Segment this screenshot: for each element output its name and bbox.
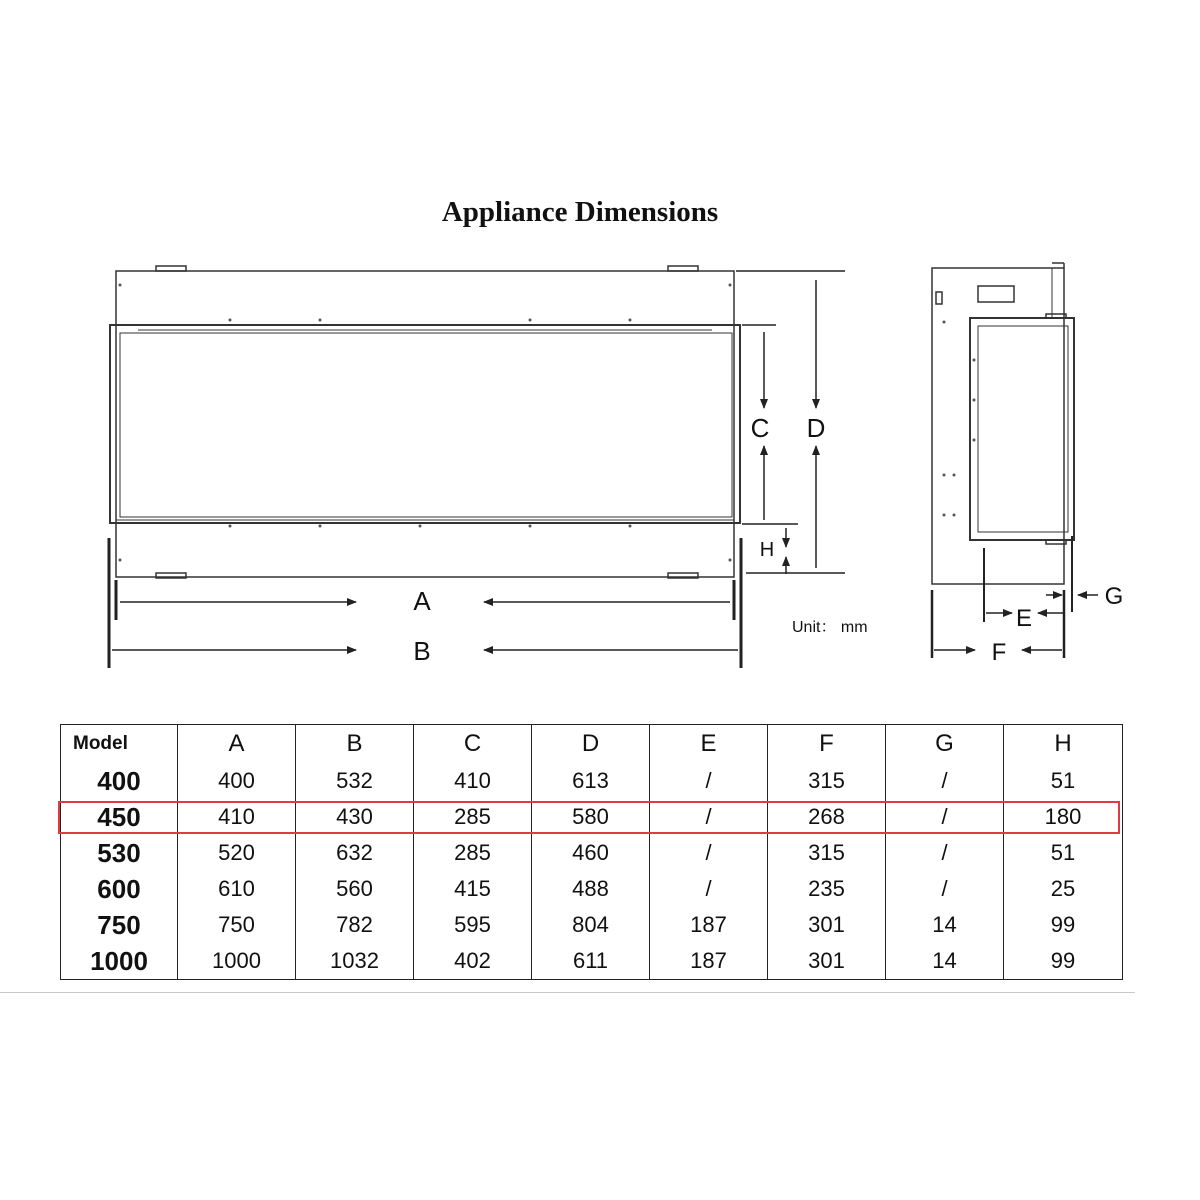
label-h: H <box>759 539 775 561</box>
cell-c: 410 <box>414 763 532 799</box>
side-dimension-lines <box>932 536 1098 658</box>
cell-model: 750 <box>61 907 178 943</box>
cell-e: / <box>650 799 768 835</box>
cell-f: 315 <box>768 835 886 871</box>
cell-c: 402 <box>414 943 532 980</box>
table-row <box>61 763 1123 799</box>
cell-model: 400 <box>61 763 178 799</box>
cell-c: 595 <box>414 907 532 943</box>
cell-g: / <box>886 835 1004 871</box>
front-frame <box>110 325 740 523</box>
table-row <box>61 907 1123 943</box>
header-cell-e: E <box>650 725 768 764</box>
header-cell-c: C <box>414 725 532 764</box>
cell-h: 180 <box>1004 799 1123 835</box>
unit-label: Unit： mm <box>792 619 868 636</box>
cell-h: 51 <box>1004 763 1123 799</box>
label-f: F <box>991 639 1007 666</box>
cell-model: 530 <box>61 835 178 871</box>
cell-h: 51 <box>1004 835 1123 871</box>
front-outer-housing <box>116 271 734 577</box>
side-front-frame <box>970 318 1074 540</box>
cell-d: 804 <box>532 907 650 943</box>
cell-g: 14 <box>886 907 1004 943</box>
cell-model: 600 <box>61 871 178 907</box>
dimensions-table <box>60 724 1123 980</box>
cell-b: 1032 <box>296 943 414 980</box>
cell-b: 532 <box>296 763 414 799</box>
cell-h: 25 <box>1004 871 1123 907</box>
cell-c: 415 <box>414 871 532 907</box>
cell-b: 560 <box>296 871 414 907</box>
table-row <box>61 943 1123 980</box>
label-d: D <box>806 413 826 443</box>
cell-a: 1000 <box>178 943 296 980</box>
cell-c: 285 <box>414 799 532 835</box>
cell-b: 632 <box>296 835 414 871</box>
cell-a: 410 <box>178 799 296 835</box>
side-frame-inner <box>978 326 1068 532</box>
cell-d: 460 <box>532 835 650 871</box>
cell-e: / <box>650 763 768 799</box>
front-bottom-tab-right <box>668 573 698 578</box>
cell-d: 611 <box>532 943 650 980</box>
cell-f: 268 <box>768 799 886 835</box>
cell-g: / <box>886 799 1004 835</box>
side-view <box>932 263 1074 584</box>
side-fixing-slot <box>936 292 942 304</box>
diagram-title: Appliance Dimensions <box>441 196 719 228</box>
table-header-row <box>61 725 1123 764</box>
label-e: E <box>1015 605 1033 632</box>
table-row <box>61 835 1123 871</box>
header-cell-h: H <box>1004 725 1123 764</box>
front-view <box>110 266 740 578</box>
cell-d: 613 <box>532 763 650 799</box>
cell-e: / <box>650 871 768 907</box>
side-frame-tab-top <box>1046 314 1066 318</box>
cell-a: 750 <box>178 907 296 943</box>
side-vent <box>978 286 1014 302</box>
cell-e: / <box>650 835 768 871</box>
label-c: C <box>750 413 770 443</box>
cell-g: 14 <box>886 943 1004 980</box>
front-glass <box>120 333 732 517</box>
front-top-tab-right <box>668 266 698 271</box>
cell-f: 235 <box>768 871 886 907</box>
front-bottom-tab-left <box>156 573 186 578</box>
cell-f: 301 <box>768 943 886 980</box>
cell-d: 580 <box>532 799 650 835</box>
cell-h: 99 <box>1004 907 1123 943</box>
cell-a: 520 <box>178 835 296 871</box>
side-frame-tab-bottom <box>1046 540 1066 544</box>
header-cell-g: G <box>886 725 1004 764</box>
cell-b: 430 <box>296 799 414 835</box>
cell-a: 610 <box>178 871 296 907</box>
cell-a: 400 <box>178 763 296 799</box>
label-a: A <box>413 586 431 616</box>
cell-d: 488 <box>532 871 650 907</box>
header-cell-model: Model <box>61 725 178 764</box>
side-body <box>932 268 1064 584</box>
header-cell-a: A <box>178 725 296 764</box>
table-row <box>61 799 1123 835</box>
header-cell-f: F <box>768 725 886 764</box>
cell-model: 450 <box>61 799 178 835</box>
cell-model: 1000 <box>61 943 178 980</box>
cell-h: 99 <box>1004 943 1123 980</box>
cell-g: / <box>886 763 1004 799</box>
cell-g: / <box>886 871 1004 907</box>
label-g: G <box>1104 583 1124 610</box>
cell-f: 301 <box>768 907 886 943</box>
cell-b: 782 <box>296 907 414 943</box>
header-cell-b: B <box>296 725 414 764</box>
label-b: B <box>413 636 431 666</box>
header-cell-d: D <box>532 725 650 764</box>
cell-f: 315 <box>768 763 886 799</box>
cell-c: 285 <box>414 835 532 871</box>
table-row <box>61 871 1123 907</box>
front-top-tab-left <box>156 266 186 271</box>
cell-e: 187 <box>650 907 768 943</box>
bottom-divider <box>0 992 1135 993</box>
cell-e: 187 <box>650 943 768 980</box>
